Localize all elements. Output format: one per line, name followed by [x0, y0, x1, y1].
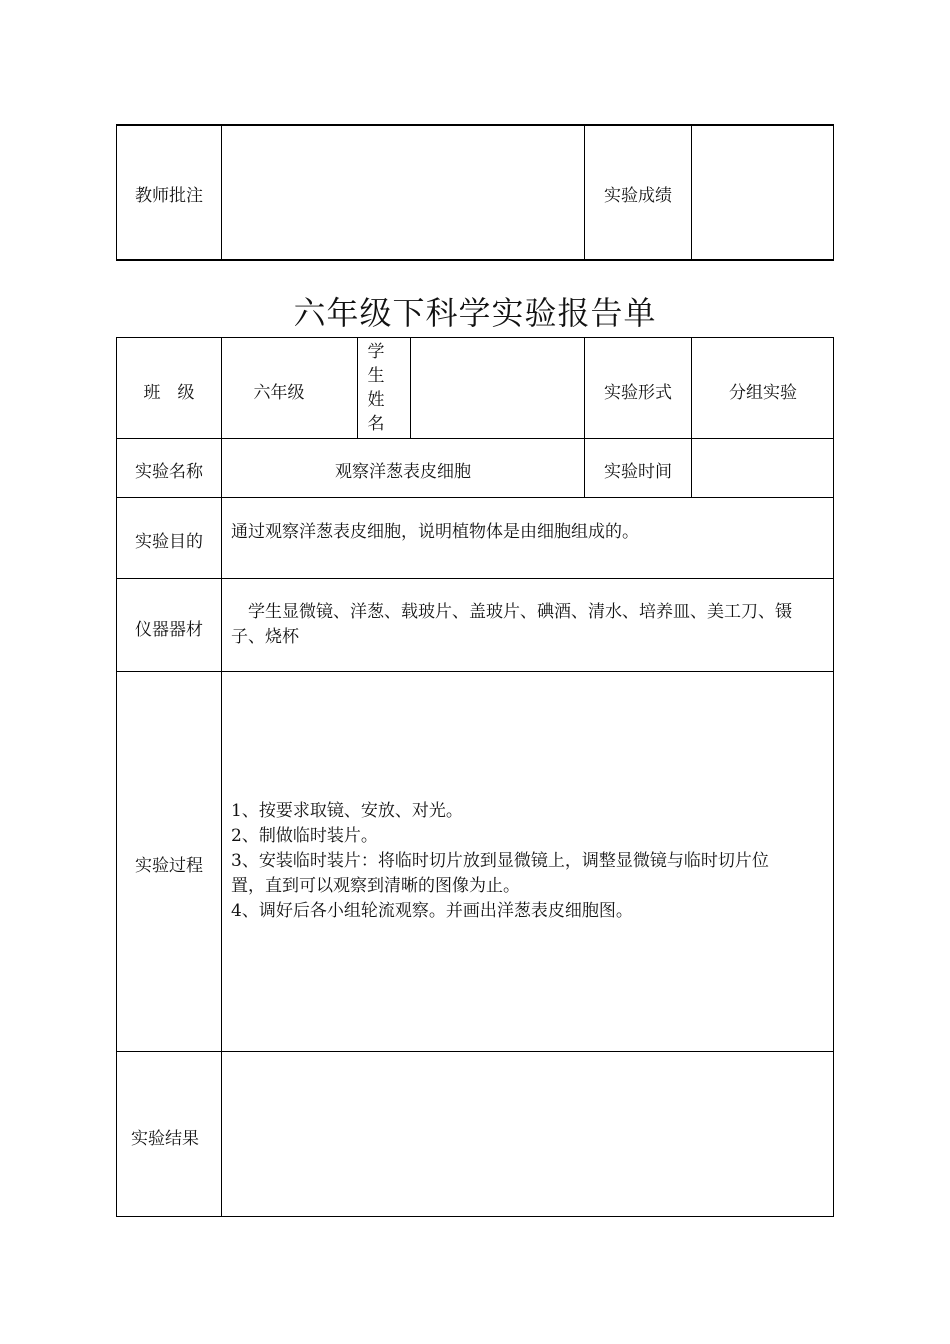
- class-value: 六年级: [253, 383, 305, 403]
- experiment-name-value: 观察洋葱表皮细胞: [335, 462, 471, 482]
- experiment-time-label: 实验时间: [604, 462, 672, 482]
- student-name-char: 生: [367, 366, 385, 386]
- teacher-note-table: [116, 124, 834, 261]
- student-name-char: 姓: [367, 390, 385, 410]
- teacher-note-label: 教师批注: [135, 186, 203, 206]
- divider: [691, 337, 692, 497]
- process-step: 2、制做临时装片。: [231, 826, 378, 846]
- process-step: 4、调好后各小组轮流观察。并画出洋葱表皮细胞图。: [231, 901, 633, 921]
- result-label: 实验结果: [131, 1129, 199, 1149]
- score-label: 实验成绩: [604, 186, 672, 206]
- divider: [116, 578, 834, 579]
- student-name-label: [366, 340, 386, 436]
- process-label: 实验过程: [135, 856, 203, 876]
- process-value: [231, 799, 831, 924]
- equipment-line: 子、烧杯: [231, 627, 299, 647]
- purpose-value: 通过观察洋葱表皮细胞，说明植物体是由细胞组成的。: [231, 522, 639, 542]
- divider: [116, 497, 834, 498]
- divider: [116, 1051, 834, 1052]
- divider: [410, 337, 411, 438]
- divider: [116, 671, 834, 672]
- equipment-label: 仪器器材: [135, 620, 203, 640]
- page-title: 六年级下科学实验报告单: [293, 294, 657, 332]
- process-step: 3、安装临时装片：将临时切片放到显微镜上，调整显微镜与临时切片位: [231, 851, 769, 871]
- experiment-name-label: 实验名称: [135, 462, 203, 482]
- divider: [116, 438, 834, 439]
- divider: [691, 124, 692, 261]
- form-label: 实验形式: [604, 383, 672, 403]
- form-value: 分组实验: [729, 383, 797, 403]
- divider: [357, 337, 358, 438]
- process-step: 1、按要求取镜、安放、对光。: [231, 801, 463, 821]
- equipment-line: 学生显微镜、洋葱、载玻片、盖玻片、碘酒、清水、培养皿、美工刀、镊: [231, 602, 792, 622]
- student-name-char: 学: [367, 342, 385, 362]
- equipment-value: [231, 600, 831, 650]
- process-step: 置，直到可以观察到清晰的图像为止。: [231, 876, 520, 896]
- class-label: 班 级: [143, 383, 195, 403]
- purpose-label: 实验目的: [135, 532, 203, 552]
- student-name-char: 名: [367, 414, 385, 434]
